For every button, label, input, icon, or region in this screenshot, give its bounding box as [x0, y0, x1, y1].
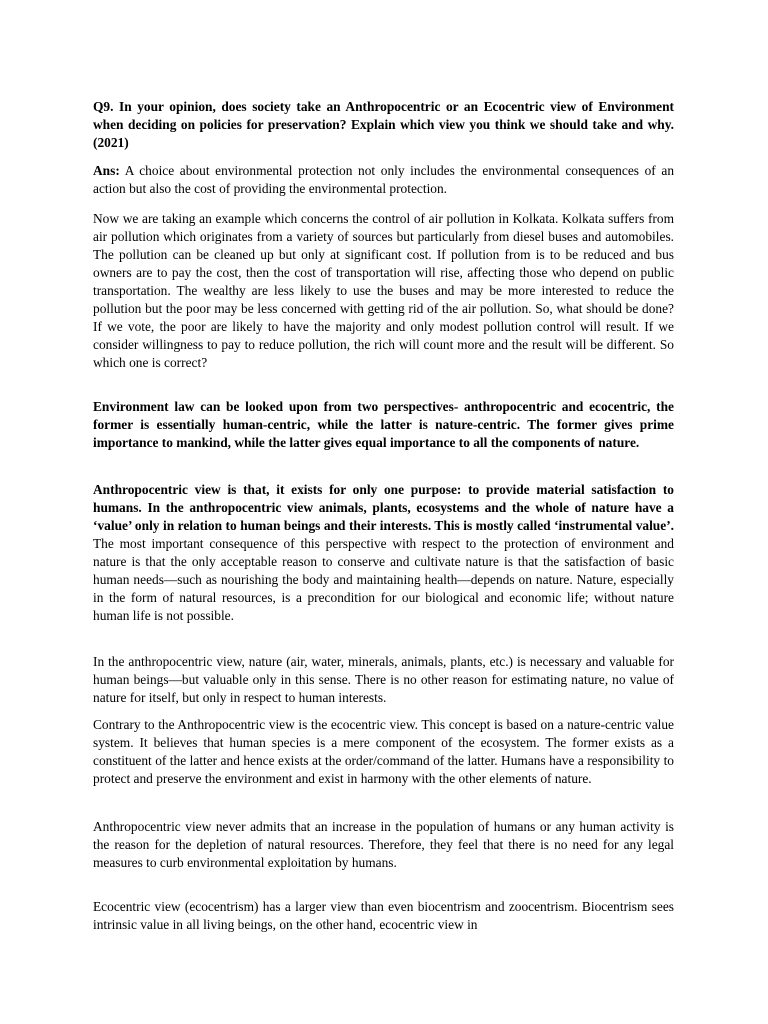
perspectives-paragraph: Environment law can be looked upon from two perspectives- anthropocentric and ecocentric, the former is essentially human-centric, while the latter is nature-centric. The former gives prime importance to mankind, while the latter gives equal importance to all the components of nature. [93, 399, 674, 450]
nature-value-paragraph: In the anthropocentric view, nature (air, water, minerals, animals, plants, etc.) is necessary and valuable for human beings—but valuable only in this sense. There is no other reason for estimating nature, no value of nature for itself, but only in respect to human interests. [93, 654, 674, 705]
kolkata-example-paragraph: Now we are taking an example which concerns the control of air pollution in Kolkata. Kolkata suffers from air pollution which originates from a variety of sources but particularly from diesel buses and automobiles. The pollution can be cleaned up but only at significant cost. If pollution from is to be reduced and bus owners are to pay the cost, then the cost of transportation will rise, affecting those who depend on public transportation. The wealthy are less likely to use the buses and may be more interested to reduce the pollution but the poor may be less concerned with getting rid of the air pollution. So, what should be done? If we vote, the poor are likely to have the majority and only modest pollution control will result. If we consider willingness to pay to reduce pollution, the rich will count more and the result will be different. So which one is correct? [93, 211, 674, 370]
answer-text: A choice about environmental protection not only includes the environmental consequences of an action but also the cost of providing the environmental protection. [93, 163, 675, 196]
answer-paragraph [93, 162, 674, 198]
question-block [93, 98, 674, 152]
population-paragraph: Anthropocentric view never admits that an increase in the population of humans or any human activity is the reason for the depletion of natural resources. Therefore, they feel that there is no need for any legal measures to curb environmental exploitation by humans. [93, 819, 674, 870]
anthropocentric-text: The most important consequence of this perspective with respect to the protection of environment and nature is that the only acceptable reason to conserve and cultivate nature is that the satisfaction of basic human needs—such as nourishing the body and maintaining health—depends on nature. Nature, especially in the form of natural resources, is a precondition for our biological and economic life; without nature human life is not possible. [93, 536, 674, 623]
answer-block [93, 162, 674, 198]
answer-label: Ans: [93, 163, 120, 178]
ecocentrism-paragraph: Ecocentric view (ecocentrism) has a larger view than even biocentrism and zoocentrism. Biocentrism sees intrinsic value in all living beings, on the other hand, ecocentric view in [93, 899, 674, 932]
ecocentric-paragraph: Contrary to the Anthropocentric view is the ecocentric view. This concept is based on a nature-centric value system. It believes that human species is a mere component of the ecosystem. The former exists as a constituent of the latter and hence exists at the order/command of the latter. Humans have a responsibility to protect and preserve the environment and exist in harmony with the other elements of nature. [93, 717, 674, 786]
anthropocentric-bold-text: Anthropocentric view is that, it exists for only one purpose: to provide material satisfaction to humans. In the anthropocentric view animals, plants, ecosystems and the whole of nature have a ‘value’ only in relation to human beings and their interests. This is mostly called ‘instrumental value’. [93, 482, 674, 533]
question-heading: Q9. In your opinion, does society take an Anthropocentric or an Ecocentric view of Environment when deciding on policies for preservation? Explain which view you think we should take and why. (2021) [93, 99, 674, 150]
anthropocentric-paragraph [93, 481, 674, 625]
